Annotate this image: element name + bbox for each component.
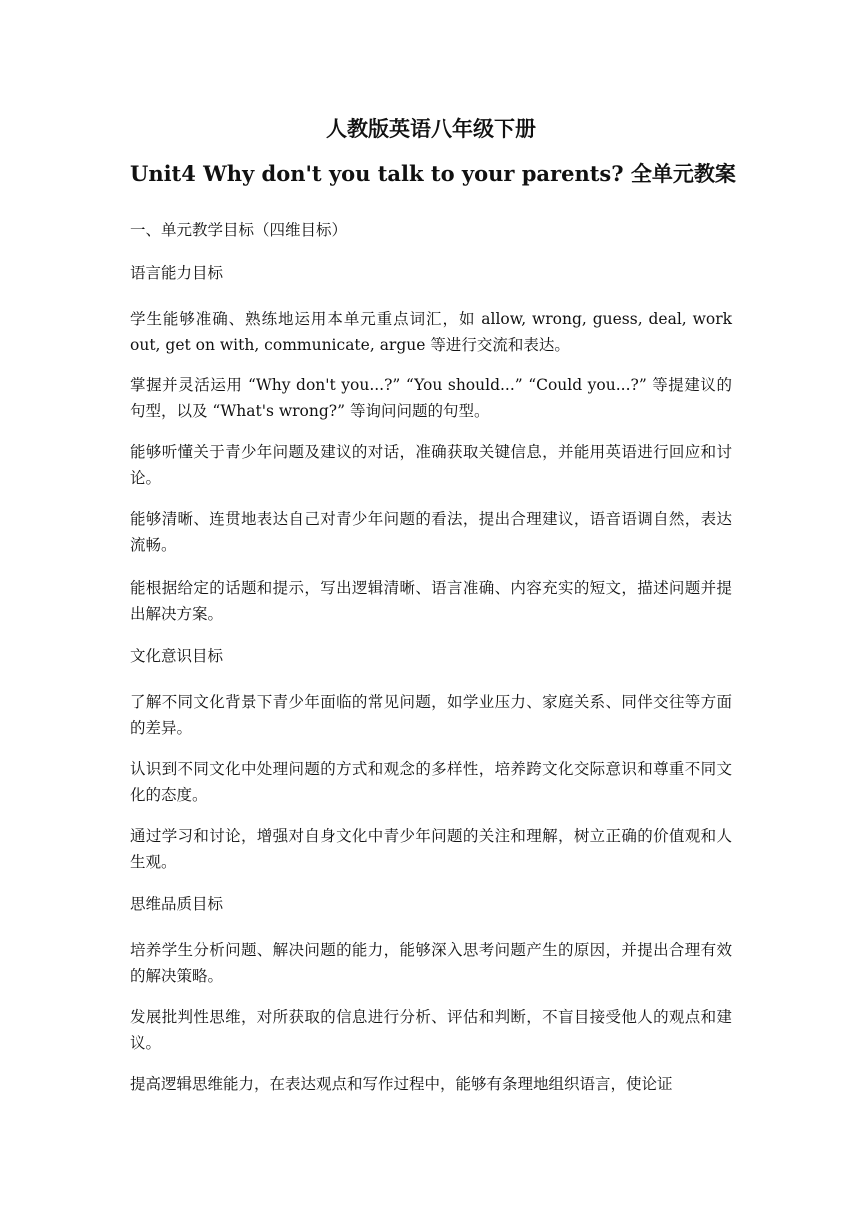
paragraph: 了解不同文化背景下青少年面临的常见问题，如学业压力、家庭关系、同伴交往等方面的差异。 — [130, 693, 732, 737]
thinking-goals-heading: 思维品质目标 — [130, 895, 224, 913]
document-title: 人教版英语八年级下册 — [326, 116, 536, 141]
paragraph: 能够清晰、连贯地表达自己对青少年问题的看法，提出合理建议，语音语调自然，表达流畅。 — [130, 510, 732, 554]
section-heading: 一、单元教学目标（四维目标） — [130, 221, 348, 239]
culture-goals-heading: 文化意识目标 — [130, 647, 224, 665]
paragraph: 发展批判性思维，对所获取的信息进行分析、评估和判断，不盲目接受他人的观点和建议。 — [130, 1008, 732, 1052]
paragraph: 提高逻辑思维能力，在表达观点和写作过程中，能够有条理地组织语言，使论证 — [130, 1075, 673, 1093]
paragraph: 培养学生分析问题、解决问题的能力，能够深入思考问题产生的原因，并提出合理有效的解决策略。 — [130, 941, 732, 985]
paragraph: 能根据给定的话题和提示，写出逻辑清晰、语言准确、内容充实的短文，描述问题并提出解决方案。 — [130, 579, 732, 623]
paragraph: 能够听懂关于青少年问题及建议的对话，准确获取关键信息，并能用英语进行回应和讨论。 — [130, 443, 732, 487]
paragraph: 学生能够准确、熟练地运用本单元重点词汇，如 allow, wrong, guess, deal, work out, get on with, communicate, argue 等进行交流和表达。 — [130, 310, 732, 354]
paragraph: 认识到不同文化中处理问题的方式和观念的多样性，培养跨文化交际意识和尊重不同文化的态度。 — [130, 760, 732, 804]
language-goals-heading: 语言能力目标 — [130, 264, 224, 282]
document-subtitle: Unit4 Why don't you talk to your parents? 全单元教案 — [130, 161, 736, 186]
paragraph: 通过学习和讨论，增强对自身文化中青少年问题的关注和理解，树立正确的价值观和人生观。 — [130, 827, 732, 871]
paragraph: 掌握并灵活运用 “Why don't you...?” “You should...” “Could you...?” 等提建议的句型，以及 “What's wrong?” 等询问问题的句型。 — [130, 376, 732, 420]
